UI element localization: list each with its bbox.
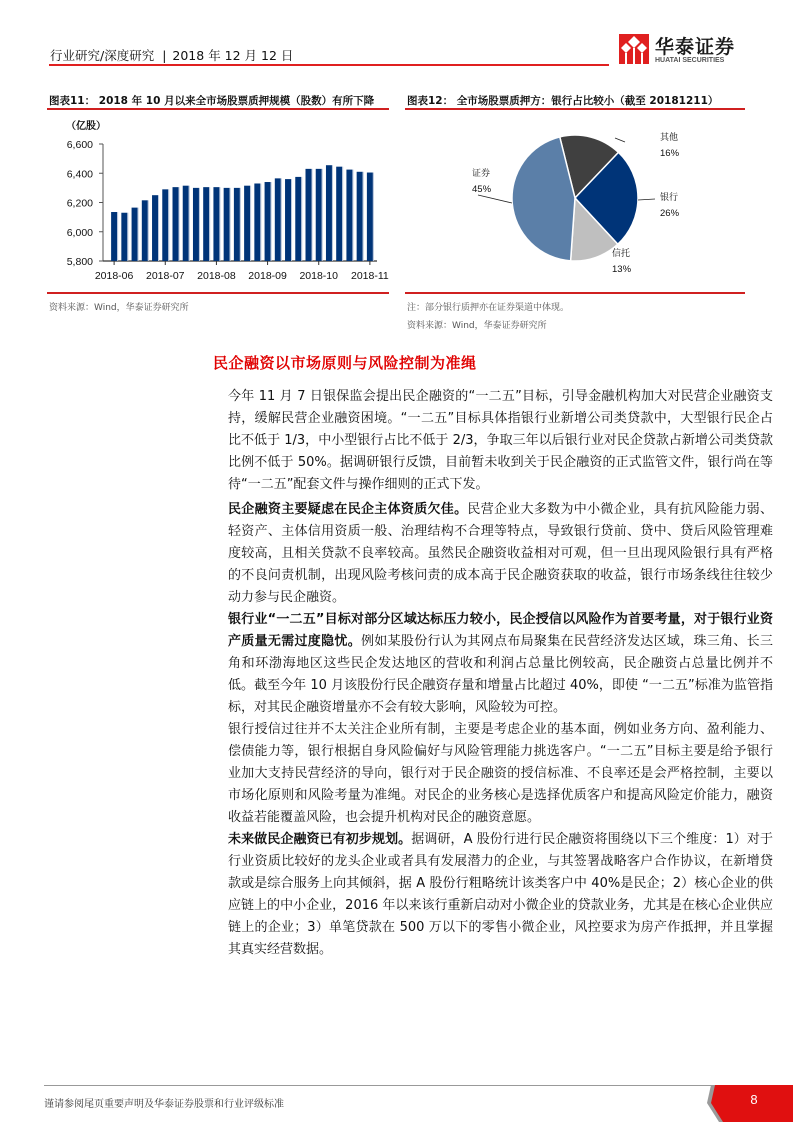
footer-disclaimer: 谨请参阅尾页重要声明及华泰证券股票和行业评级标准 (44, 1099, 284, 1110)
bar (244, 186, 250, 261)
bar (203, 187, 209, 261)
paragraph-3 (228, 609, 773, 719)
bar (295, 177, 301, 261)
bar (306, 169, 312, 261)
huatai-logo-icon (619, 34, 649, 64)
bar (152, 195, 158, 261)
x-tick-label: 2018-07 (145, 270, 185, 282)
y-unit-label: （亿股） (66, 121, 106, 132)
bar (121, 213, 127, 261)
paragraph-1-text: 今年 11 月 7 日银保监会提出民企融资的“一二五”目标，引导金融机构加大对民营企业融资支持，缓解民营企业融资困境。“一二五”目标具体指银行业新增公司类贷款中，大型银行民企占比不低于 1/3，中小型银行占比不低于 2/3，争取三年以后银行业对民企贷款占新增公司类贷款比例不低于 50%。据调研银行反馈，目前暂未收到关于民企融资的正式监管文件，银行尚在等待“一二五”配套文件与操作细则的正式下发。 (228, 389, 773, 492)
bar (111, 212, 117, 261)
figure12-pie-chart (460, 120, 700, 285)
page-number: 8 (750, 1092, 758, 1107)
bar (346, 170, 352, 261)
figure11-bottom-rule (47, 292, 389, 294)
paragraph-3-text: 例如某股份行认为其网点布局聚集在民营经济发达区域，珠三角、长三角和环渤海地区这些民企发达地区的营收和利润占总量比例较高，民企融资占总量比例并不低。截至今年 10 月该股份行民企融资存量和增量占比超过 40%，即使 “一二五”标准为监管指标，对其民企融资增量亦不会有较大影响，风险较为可控。 (228, 634, 773, 715)
pie-value: 45% (472, 184, 492, 195)
bar (316, 169, 322, 261)
bar (234, 188, 240, 261)
pie-chart-canvas (460, 120, 700, 285)
pie-label: 其他 (660, 132, 679, 142)
figure11-bar-chart (44, 115, 394, 290)
bar (254, 183, 260, 261)
pie-label: 银行 (660, 192, 679, 202)
y-tick-label: 6,600 (66, 139, 93, 151)
header-separator: | (162, 48, 167, 63)
figure12-title-rule (405, 108, 745, 110)
pie-value: 13% (612, 264, 632, 275)
bar (132, 208, 138, 261)
figure12-title: 图表12： 全市场股票质押方：银行占比较小（截至 20181211） (407, 95, 719, 107)
x-tick-label: 2018-08 (197, 270, 236, 282)
bar (367, 173, 373, 261)
paragraph-5-lead: 未来做民企融资已有初步规划。 (228, 832, 412, 847)
paragraph-2 (228, 499, 773, 609)
pie-label: 信托 (612, 248, 631, 258)
bar (173, 187, 179, 261)
bar (265, 182, 271, 261)
header-category: 行业研究/深度研究 (50, 48, 155, 63)
paragraph-2-lead: 民企融资主要疑虑在民企主体资质欠佳。 (228, 502, 468, 517)
bar (224, 188, 230, 261)
y-tick-label: 6,200 (66, 197, 93, 210)
paragraph-4 (228, 719, 773, 829)
bar (183, 186, 189, 261)
logo-english-name: HUATAI SECURITIES (655, 57, 725, 64)
x-tick-label: 2018-10 (299, 270, 339, 282)
bar (326, 165, 332, 261)
bar (275, 178, 281, 261)
header-breadcrumb (50, 46, 293, 64)
paragraph-2-text: 民营企业大多数为中小微企业，具有抗风险能力弱、轻资产、主体信用资质一般、治理结构不合理等特点，导致银行贷前、贷中、贷后风险管理难度较高，且相关贷款不良率较高。虽然民企融资收益相对可观，但一旦出现风险银行具有严格的不良问责机制，出现风险考核问责的成本高于民企融资获取的收益，银行市场条线往往较少动力参与民企融资。 (228, 502, 773, 605)
y-tick-label: 5,800 (66, 256, 93, 268)
x-tick-label: 2018-11 (351, 270, 389, 282)
paragraph-5-text: 据调研，A 股份行进行民企融资将围绕以下三个维度：1）对于行业资质比较好的龙头企业或者具有发展潜力的企业，与其签署战略客户合作协议，在新增贷款或是综合服务上向其倾斜，据 A 股份行粗略统计该类客户中 40%是民企；2）核心企业的供应链上的中小企业，2016 年以来该行重新启动对小微企业的贷款业务，尤其是在核心企业供应链上的企业；3）单笔贷款在 500 万以下的零售小微企业，风控要求为房产作抵押，并且掌握其真实经营数据。 (228, 832, 773, 957)
header-date: 2018 年 12 月 12 日 (172, 48, 294, 63)
x-tick-label: 2018-09 (248, 270, 287, 282)
bar (162, 189, 168, 261)
y-tick-label: 6,400 (66, 168, 93, 181)
paragraph-1 (228, 386, 773, 496)
footer-rule (44, 1085, 724, 1086)
header-rule (49, 64, 609, 66)
y-tick-label: 6,000 (66, 226, 93, 239)
page-number-tab (705, 1085, 793, 1122)
figure11-source: 资料来源：Wind，华泰证券研究所 (49, 303, 189, 313)
paragraph-5 (228, 829, 773, 961)
company-logo (619, 32, 759, 70)
figure11-title: 图表11： 2018 年 10 月以来全市场股票质押规模（股数）有所下降 (49, 95, 375, 107)
section-heading: 民企融资以市场原则与风险控制为准绳 (213, 354, 477, 372)
figure11-title-rule (47, 108, 389, 110)
logo-chinese-name: 华泰证券 (655, 36, 736, 58)
figure12-bottom-rule (405, 292, 745, 294)
pie-value: 26% (660, 208, 680, 219)
pie-value: 16% (660, 148, 680, 159)
x-tick-label: 2018-06 (94, 270, 134, 282)
bar (213, 187, 219, 261)
pie-label: 证券 (472, 168, 491, 178)
bar (193, 188, 199, 261)
paragraph-3-lead: 银行业“一二五”目标对部分区域达标压力较小，民企授信以风险作为首要考量，对于银行业资产质量无需过度隐忧。 (228, 612, 773, 649)
bar-chart-canvas (44, 115, 394, 290)
bar (336, 167, 342, 261)
figure12-note: 注：部分银行质押亦在证券渠道中体现。 (407, 303, 570, 313)
bar (142, 200, 148, 261)
paragraph-4-text: 银行授信过往并不太关注企业所有制，主要是考虑企业的基本面，例如业务方向、盈利能力、偿债能力等，银行根据自身风险偏好与风险管理能力挑选客户。“一二五”目标主要是给予银行业加大支持民营经济的导向，银行对于民企融资的授信标准、不良率还是会严格控制，主要以市场化原则和风险考量为准绳。对民企的业务核心是选择优质客户和提高风险定价能力，融资收益若能覆盖风险，也会提升机构对民企的融资意愿。 (228, 722, 773, 825)
bar (357, 172, 363, 261)
figure12-source: 资料来源：Wind，华泰证券研究所 (407, 321, 547, 331)
bar (285, 179, 291, 261)
